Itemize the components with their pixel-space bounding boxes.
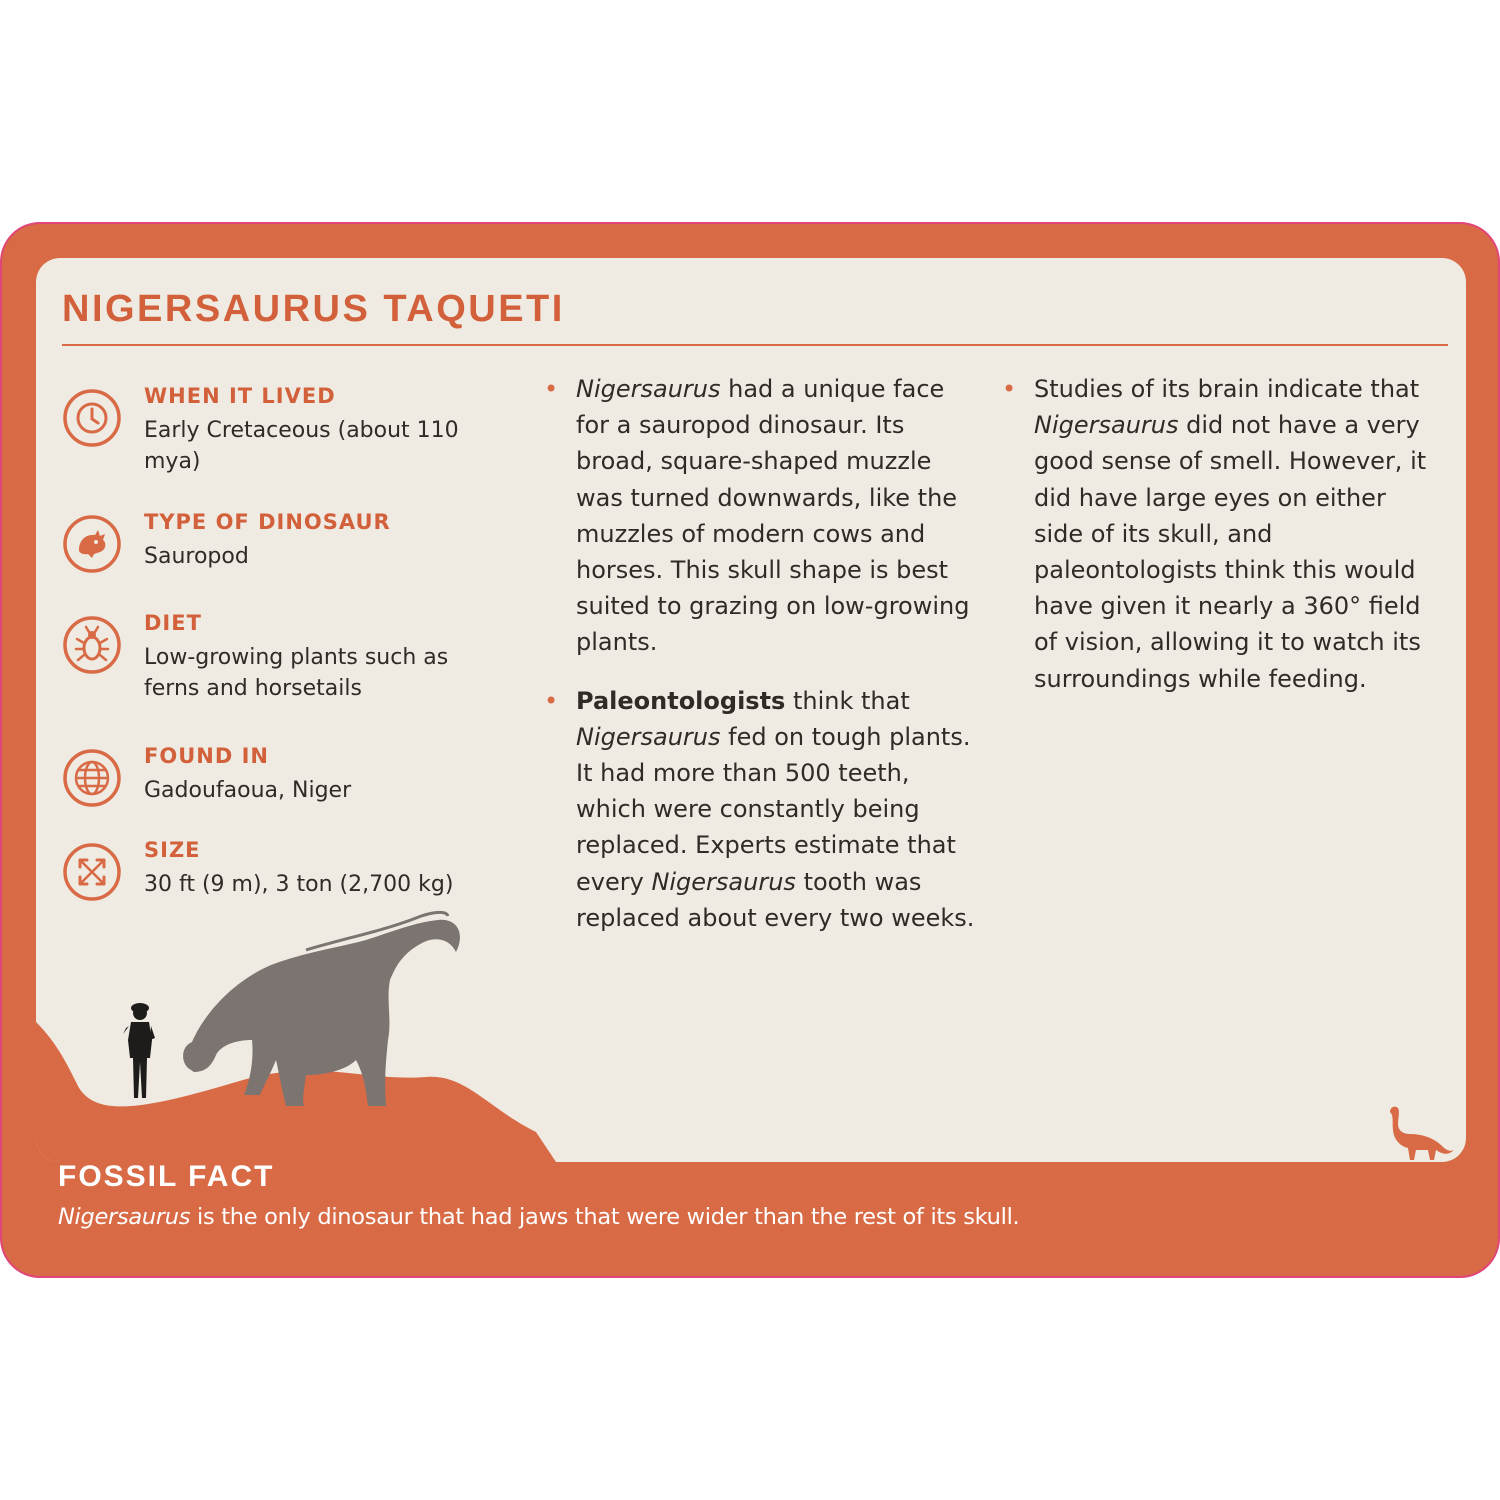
fact-value: Gadoufaoua, Niger xyxy=(144,778,352,803)
bug-icon xyxy=(62,615,122,675)
fact-label: DIET xyxy=(144,611,202,635)
bullet-paragraph: • Studies of its brain indicate that Nigersaurus did not have a very good sense of smell. However, it did have large eyes on either side of its skull, and paleontologists think this would have given it nearly a 360° field of vision, allowing it to watch its surroundings while feeding. xyxy=(1002,371,1442,697)
clock-icon xyxy=(62,388,122,448)
fact-value: Sauropod xyxy=(144,544,249,569)
dinosaur-card xyxy=(0,222,1500,1278)
fact-value: Early Cretaceous (about 110 mya) xyxy=(144,418,459,474)
card-title: NIGERSAURUS TAQUETI xyxy=(62,288,565,330)
human-silhouette xyxy=(120,998,160,1102)
globe-icon xyxy=(62,748,122,808)
fact-value: Low-growing plants such as ferns and horsetails xyxy=(144,645,449,701)
column-middle xyxy=(544,371,984,936)
bullet-paragraph: • Paleontologists think that Nigersaurus fed on tough plants. It had more than 500 teeth, which were constantly being replaced. Experts estimate that every Nigersaurus tooth was replaced about every two weeks. xyxy=(544,683,984,936)
fact-label: TYPE OF DINOSAUR xyxy=(144,510,391,534)
bullet-paragraph: • Nigersaurus had a unique face for a sauropod dinosaur. Its broad, square-shaped muzzle was turned downwards, like the muzzles of modern cows and horses. This skull shape is best suited to grazing on low-growing plants. xyxy=(544,371,984,661)
dinosaur-logo-icon xyxy=(1386,1104,1456,1160)
fact-label: FOUND IN xyxy=(144,744,269,768)
expand-arrows-icon xyxy=(62,842,122,902)
dinosaur-head-icon xyxy=(62,514,122,574)
nigersaurus-silhouette xyxy=(176,910,476,1110)
title-divider xyxy=(62,344,1448,346)
fact-value: 30 ft (9 m), 3 ton (2,700 kg) xyxy=(144,872,454,897)
fact-label: SIZE xyxy=(144,838,201,862)
fact-label: WHEN IT LIVED xyxy=(144,384,336,408)
fossil-fact-text: Nigersaurus is the only dinosaur that had jaws that were wider than the rest of its skull. xyxy=(58,1204,1020,1230)
fossil-fact-heading: FOSSIL FACT xyxy=(58,1160,275,1193)
column-right xyxy=(1002,371,1442,697)
